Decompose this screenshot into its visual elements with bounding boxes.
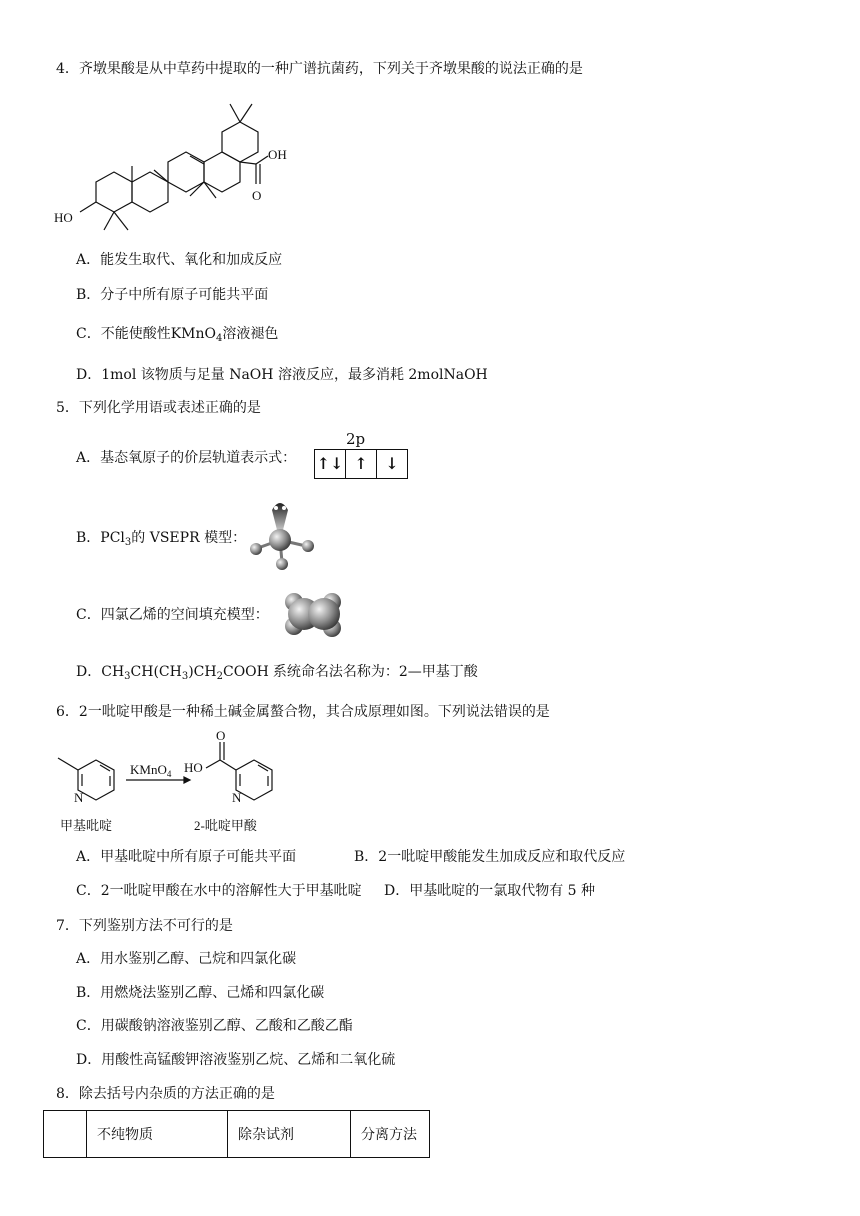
- q5-b-sub: 3: [124, 537, 132, 548]
- q4-option-b: B．分子中所有原子可能共平面: [76, 287, 269, 303]
- q4-option-c: [76, 325, 278, 348]
- table-header-row: [44, 1111, 430, 1158]
- q5-d-pre: D．: [76, 664, 102, 680]
- q5-b-pre: B．: [76, 530, 101, 546]
- q4-option-a: A．能发生取代、氧化和加成反应: [76, 252, 283, 268]
- o-label-q6: O: [216, 728, 226, 743]
- q5-d-s1: 3: [124, 671, 131, 682]
- q6-option-a: A．甲基吡啶中所有原子可能共平面: [76, 849, 297, 865]
- tetrachloroethylene-space-filling-model: [276, 590, 352, 640]
- q5-b-formula: PCl: [100, 530, 125, 546]
- pcl3-vsepr-model: [242, 498, 322, 572]
- q7-option-a: A．用水鉴别乙醇、己烷和四氯化碳: [76, 951, 297, 967]
- q4-c-sub: 4: [216, 333, 223, 344]
- orbital-diagram: [314, 449, 408, 479]
- q4-c-formula: KMnO: [170, 326, 217, 342]
- q4-option-d: D．1mol 该物质与足量 NaOH 溶液反应，最多消耗 2molNaOH: [76, 367, 488, 383]
- ho-label-q6: HO: [184, 760, 203, 775]
- q5-option-d: [76, 663, 478, 686]
- name-picolinic-acid: 2-吡啶甲酸: [194, 818, 257, 833]
- q4-stem: 4．齐墩果酸是从中草药中提取的一种广谱抗菌药，下列关于齐墩果酸的说法正确的是: [56, 61, 583, 77]
- oh-label: OH: [268, 147, 287, 162]
- q6-option-c: C．2一吡啶甲酸在水中的溶解性大于甲基吡啶: [76, 883, 362, 899]
- q5-d-s2: 3: [181, 671, 189, 682]
- q7-option-c: C．用碳酸钠溶液鉴别乙醇、乙酸和乙酸乙酯: [76, 1018, 353, 1034]
- q7-option-b: B．用燃烧法鉴别乙醇、己烯和四氯化碳: [76, 985, 325, 1001]
- orbital-box-3: ↓: [385, 454, 399, 473]
- reaction-scheme: [50, 728, 310, 834]
- q8-stem: 8．除去括号内杂质的方法正确的是: [56, 1086, 275, 1102]
- table-header-cell: 除杂试剂: [228, 1111, 351, 1158]
- q5-d-s3: 2: [216, 671, 223, 682]
- q5-d-f4: COOH: [222, 664, 269, 680]
- q7-option-d: D．用酸性高锰酸钾溶液鉴别乙烷、乙烯和二氧化硫: [76, 1052, 396, 1068]
- q5-d-f1: CH: [101, 664, 125, 680]
- q5-b-post: 的 VSEPR 模型：: [131, 530, 247, 546]
- table-header-cell: 不纯物质: [87, 1111, 228, 1158]
- orbital-box-1: ↑↓: [315, 450, 346, 478]
- purification-table: [43, 1110, 430, 1158]
- q5-d-post: 系统命名法名称为：2—甲基丁酸: [272, 664, 478, 680]
- n-label-right: N: [232, 790, 242, 805]
- q6-option-d: D．甲基吡啶的一氯取代物有 5 种: [384, 883, 596, 899]
- q7-stem: 7．下列鉴别方法不可行的是: [56, 918, 233, 934]
- q6-option-b: B．2一吡啶甲酸能发生加成反应和取代反应: [354, 849, 626, 865]
- q6-stem: 6．2一吡啶甲酸是一种稀土碱金属螯合物，其合成原理如图。下列说法错误的是: [56, 704, 550, 720]
- q5-stem: 5．下列化学用语或表述正确的是: [56, 400, 261, 416]
- q5-d-f3: )CH: [188, 664, 217, 680]
- orbital-box-2: ↑: [346, 450, 377, 478]
- q4-c-pre: C．不能使酸性: [76, 326, 171, 342]
- ho-label: HO: [54, 210, 73, 225]
- table-header-cell: 分离方法: [351, 1111, 430, 1158]
- q5-d-f2: CH(CH: [130, 664, 182, 680]
- q4-c-post: 溶液褪色: [222, 326, 279, 342]
- table-header-cell: [44, 1111, 87, 1158]
- name-methylpyridine: 甲基吡啶: [60, 818, 113, 833]
- oleanolic-acid-structure: [50, 84, 310, 244]
- o-label: O: [252, 188, 262, 203]
- q5-option-b: [76, 529, 246, 552]
- orbital-label: 2p: [346, 430, 366, 448]
- n-label-left: N: [74, 790, 84, 805]
- q5-option-c: C．四氯乙烯的空间填充模型：: [76, 607, 269, 623]
- kmno4-reagent: KMnO$_4$: [130, 762, 172, 779]
- q5-option-a: A．基态氧原子的价层轨道表示式：: [76, 450, 297, 466]
